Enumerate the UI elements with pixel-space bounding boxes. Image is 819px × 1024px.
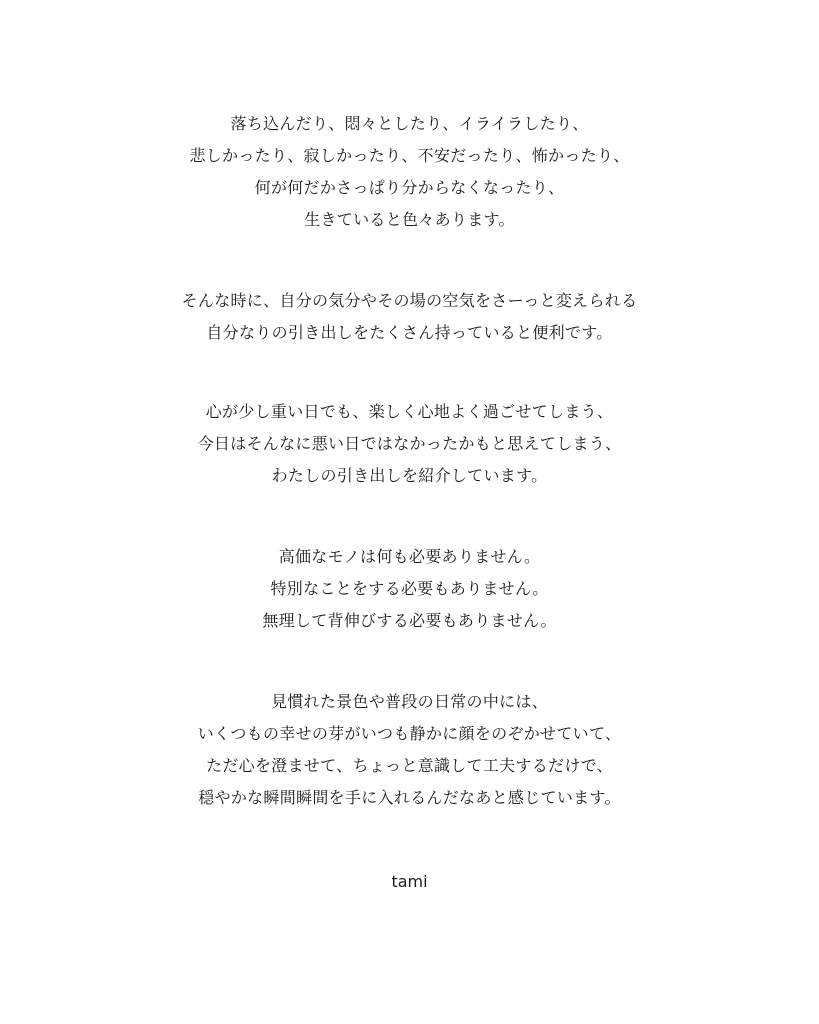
paragraph-line: 落ち込んだり、悶々としたり、イライラしたり、 bbox=[230, 114, 589, 133]
paragraph-line: 心が少し重い日でも、楽しく心地よく過ごせてしまう、 bbox=[205, 402, 614, 421]
paragraph-line: 見慣れた景色や普段の日常の中には、 bbox=[270, 692, 549, 711]
paragraph-line: 今日はそんなに悪い日ではなかったかもと思えてしまう、 bbox=[197, 434, 622, 453]
paragraph-line: 無理して背伸びする必要もありません。 bbox=[262, 611, 557, 630]
paragraph-line: 特別なことをする必要もありません。 bbox=[270, 579, 549, 598]
paragraph-line: ただ心を澄ませて、ちょっと意識して工夫するだけで、 bbox=[206, 756, 613, 775]
paragraph-line: 何が何だかさっぱり分からなくなったり、 bbox=[254, 178, 565, 197]
paragraph-line: いくつもの幸せの芽がいつも静かに顔をのぞかせていて、 bbox=[197, 724, 622, 743]
paragraph-4 bbox=[0, 541, 819, 637]
paragraph-line: 生きていると色々あります。 bbox=[304, 210, 515, 229]
paragraph-line: 自分なりの引き出しをたくさん持っていると便利です。 bbox=[206, 323, 613, 342]
paragraph-line: 高価なモノは何も必要ありません。 bbox=[278, 547, 541, 566]
paragraph-line: そんな時に、自分の気分やその場の空気をさーっと変えられる bbox=[181, 291, 638, 310]
paragraph-line: 穏やかな瞬間瞬間を手に入れるんだなあと感じています。 bbox=[198, 788, 621, 807]
paragraph-3 bbox=[0, 396, 819, 492]
paragraph-line: わたしの引き出しを紹介しています。 bbox=[271, 466, 548, 485]
paragraph-5 bbox=[0, 686, 819, 814]
paragraph-2 bbox=[0, 285, 819, 349]
paragraph-line: 悲しかったり、寂しかったり、不安だったり、怖かったり、 bbox=[189, 146, 630, 165]
paragraph-1 bbox=[0, 108, 819, 236]
author-signature: tami bbox=[391, 872, 428, 891]
